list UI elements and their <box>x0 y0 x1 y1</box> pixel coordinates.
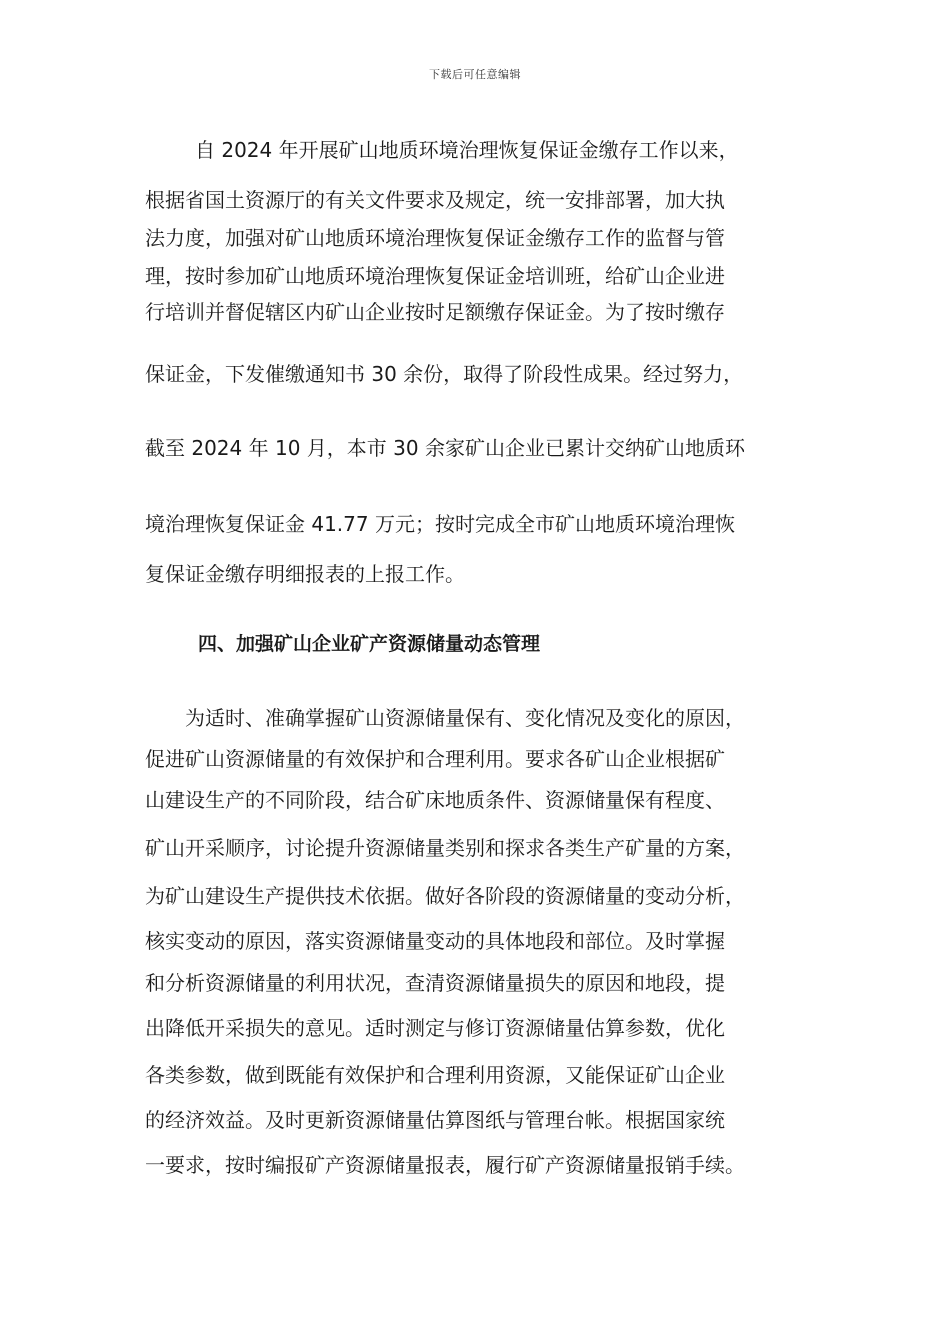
paragraph-line: 截至 2024 年 10 月，本市 30 余家矿山企业已累计交纳矿山地质环 <box>145 436 745 460</box>
paragraph-line: 自 2024 年开展矿山地质环境治理恢复保证金缴存工作以来， <box>195 138 739 162</box>
paragraph-line: 法力度，加强对矿山地质环境治理恢复保证金缴存工作的监督与管 <box>145 226 725 250</box>
section-heading: 四、加强矿山企业矿产资源储量动态管理 <box>198 633 541 655</box>
paragraph-line: 复保证金缴存明细报表的上报工作。 <box>145 562 465 586</box>
page-header: 下载后可任意编辑 <box>429 68 521 81</box>
paragraph-line: 出降低开采损失的意见。适时测定与修订资源储量估算参数，优化 <box>145 1016 725 1040</box>
paragraph-line: 一要求，按时编报矿产资源储量报表，履行矿产资源储量报销手续。 <box>145 1153 745 1177</box>
paragraph-line: 境治理恢复保证金 41.77 万元；按时完成全市矿山地质环境治理恢 <box>145 512 735 536</box>
paragraph-line: 行培训并督促辖区内矿山企业按时足额缴存保证金。为了按时缴存 <box>145 300 725 324</box>
paragraph-line: 保证金，下发催缴通知书 30 余份，取得了阶段性成果。经过努力， <box>145 362 744 386</box>
paragraph-line: 矿山开采顺序，讨论提升资源储量类别和探求各类生产矿量的方案， <box>145 836 745 860</box>
paragraph-line: 和分析资源储量的利用状况，查清资源储量损失的原因和地段，提 <box>145 971 725 995</box>
paragraph-line: 各类参数，做到既能有效保护和合理利用资源，又能保证矿山企业 <box>145 1063 725 1087</box>
paragraph-line: 根据省国土资源厅的有关文件要求及规定，统一安排部署，加大执 <box>145 188 725 212</box>
paragraph-line: 核实变动的原因，落实资源储量变动的具体地段和部位。及时掌握 <box>145 929 725 953</box>
paragraph-line: 促进矿山资源储量的有效保护和合理利用。要求各矿山企业根据矿 <box>145 747 725 771</box>
paragraph-line: 山建设生产的不同阶段，结合矿床地质条件、资源储量保有程度、 <box>145 788 725 812</box>
paragraph-line: 为适时、准确掌握矿山资源储量保有、变化情况及变化的原因， <box>185 706 745 730</box>
paragraph-line: 为矿山建设生产提供技术依据。做好各阶段的资源储量的变动分析， <box>145 884 745 908</box>
paragraph-line: 的经济效益。及时更新资源储量估算图纸与管理台帐。根据国家统 <box>145 1108 725 1132</box>
paragraph-line: 理，按时参加矿山地质环境治理恢复保证金培训班，给矿山企业进 <box>145 264 725 288</box>
